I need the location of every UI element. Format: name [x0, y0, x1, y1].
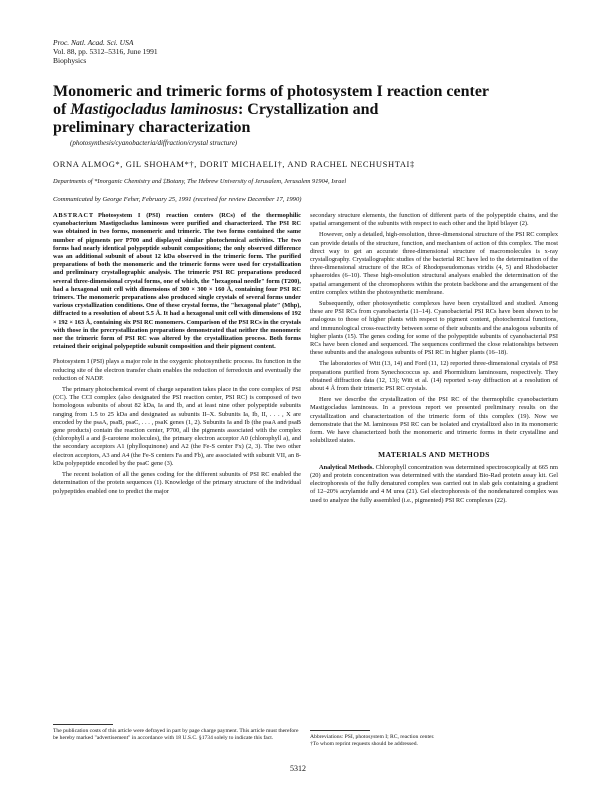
title-species: Mastigocladus laminosus [70, 101, 238, 118]
keywords: (photosynthesis/cyanobacteria/diffraction/crystal structure) [70, 139, 238, 147]
abstract [53, 212, 301, 351]
title-line-2-suffix: : Crystallization and [237, 101, 379, 118]
right-column [310, 212, 558, 508]
body-paragraph: The recent isolation of all the genes coding for the different subunits of PSI RC enabled the determination of the protein sequences (1). Knowledge of the primary structure of the individual polypeptides enabled one to predict the major [53, 471, 301, 495]
methods-subhead: Analytical Methods. [319, 463, 374, 471]
journal-volume: Vol. 88, pp. 5312–5316, June 1991 [53, 47, 158, 56]
body-paragraph: However, only a detailed, high-resolution, three-dimensional structure of the PSI RC complex can provide details of the structure, function, and mechanism of action of this complex. The most direct way to get an accurate three-dimensional structure of macromolecules is x-ray crystallography. Crystallographic studies of the bacterial RC have led to the determination of the three-dimensional structure of the RCs of Rhodopseudomonas viridis (4, 5) and Rhodobacter sphaeroides (6–10). These high-resolution structural analyses enabled the determination of the spatial arrangement of the chromophores within the protein backbone and the arrangement of the entire complex within the photosynthetic membrane. [310, 231, 558, 296]
title-line-1: Monomeric and trimeric forms of photosystem I reaction center [53, 83, 490, 100]
title-line-3: preliminary characterization [53, 119, 251, 136]
journal-section: Biophysics [53, 56, 87, 65]
body-paragraph: secondary structure elements, the function of different parts of the polypeptide chains, and the spatial arrangement of the subunits with respect to each other and the lipid bilayer (2). [310, 212, 558, 228]
body-paragraph: The primary photochemical event of charge separation takes place in the core complex of PSI (CC). The CCI complex (also designated the PSI reaction center, PSI RC) is composed of two homologous subunits of about 82 kDa, Ia and Ib, and at least nine other polypeptide subunits ranging from 1.5 to 25 kDa and designated as subunits II–X. Subunits Ia, Ib, II, . . . , X are encoded by the psaA, psaB, psaC, . . . , psaK genes (1, 2). Subunits Ia and Ib (the psaA and psaB gene products) contain the reaction center, P700, all the pigments associated with the complex (chlorophyll a and β-carotene molecules), the primary electron acceptor A0 (chlorophyll a), and the secondary acceptors A1 (phylloquinone) and A2 (the Fe-S center Fx) (2, 3). The two other electron acceptors, A3 and A4 (the Fe-S centers Fa and Fb), are associated with subunit VII, an 8-kDa polypeptide encoded by the psaC gene (3). [53, 386, 301, 467]
footnote-divider [53, 724, 113, 725]
methods-paragraph [310, 464, 558, 505]
title-line-2-prefix: of [53, 101, 71, 118]
footnote-publication-costs: The publication costs of this article were defrayed in part by page charge payment. This article must therefore be hereby marked "advertisement" in accordance with 18 U.S.C. §1734 solely to indicate this fact. [53, 728, 299, 741]
footnote-correspondence: †To whom reprint requests should be addressed. [310, 741, 418, 747]
footnote-abbreviations [310, 734, 558, 748]
abstract-label: ABSTRACT [53, 212, 94, 219]
communicated-by: Communicated by George Feher, February 25, 1991 (received for review December 17, 1990) [53, 196, 302, 203]
left-column [53, 212, 301, 499]
body-paragraph: The laboratories of Witt (13, 14) and Ford (11, 12) reported three-dimensional crystals of PSI preparations purified from Synechococcus sp. and Phormidium laminosum, respectively. They obtained diffraction data (12, 13); Witt et al. (14) reported x-ray diffraction at a resolution of about 4 Å from their trimeric PSI RC crystals. [310, 360, 558, 393]
section-heading: MATERIALS AND METHODS [378, 450, 490, 460]
journal-header [53, 38, 158, 65]
page-number: 5312 [290, 764, 306, 773]
article-title [53, 83, 553, 137]
affiliation: Departments of *Inorganic Chemistry and ‡Botany, The Hebrew University of Jerusalem, Jerusalem 91904, Israel [53, 178, 347, 185]
body-paragraph: Subsequently, other photosynthetic complexes have been crystallized and studied. Among these are PSI RCs from cyanobacteria (11–14). Cyanobacterial PSI RCs have been shown to be analogous to those of higher plants with respect to pigment content, photochemical functions, and immunological cross-reactivity between some of their subunits and the analogous subunits of higher plants (15). The genes coding for some of the polypeptide subunits of cyanobacterial PSI RCs have been cloned and sequenced. The sequences confirmed the close relationships between these subunits and the analogous subunits of PSI RC in higher plants (16–18). [310, 300, 558, 357]
methods-text: Chlorophyll concentration was determined spectroscopically at 665 nm (20) and protein concentration was determined with the standard Bio-Rad protein assay kit. Gel electrophoresis of the fully denatured complex was carried out in slab gels containing a gradient of 12–20% acrylamide and 4 M urea (21). Gel electrophoresis of the nondenatured complex was used to analyze the fully assembled (i.e., pigmented) PSI RC complexes (22). [310, 463, 558, 504]
body-paragraph: Photosystem I (PSI) plays a major role in the oxygenic photosynthetic process. Its function in the reducing site of the electron transfer chain enables the reduction of ferredoxin and eventually the reduction of NADP. [53, 358, 301, 382]
body-paragraph: Here we describe the crystallization of the PSI RC of the thermophilic cyanobacterium Mastigocladus laminosus. In a previous report we presented preliminary results on the crystallization and characterization of the trimeric form of this complex (19). Now we demonstrate that the M. laminosus PSI RC can be isolated and crystallized also in its monomeric form. We have characterized both the monomeric and trimeric forms in their crystalline and solubilized states. [310, 396, 558, 445]
footnote-abbreviations-text: Abbreviations: PSI, photosystem I; RC, reaction center. [310, 734, 435, 740]
authors: ORNA ALMOG*, GIL SHOHAM*†, DORIT MICHAELI†, AND RACHEL NECHUSHTAI‡ [53, 159, 415, 169]
journal-name: Proc. Natl. Acad. Sci. USA [53, 38, 134, 47]
footnote-divider [310, 730, 370, 731]
abstract-text: Photosystem I (PSI) reaction centers (RCs) of the thermophilic cyanobacterium Mastigocladus laminosus were purified and characterized. The PSI RC was obtained in two forms, monomeric and trimeric. The two forms contained the same number of pigments per P700 and displayed similar photochemical activities. The two forms had nearly identical polypeptide subunit compositions; the only observed difference was an additional subunit of about 12 kDa observed in the trimeric form. The purified preparations of both the monomeric and the trimeric forms were used for crystallization and preliminary crystallographic analysis. The trimeric PSI RC preparations produced several three-dimensional crystal forms, one of which, the "hexagonal needle" form (T200), had a hexagonal unit cell with dimensions of 300 × 300 × 160 Å, containing four PSI RC trimers. The monomeric preparations also produced single crystals of several forms under various crystallization conditions. One of these crystal forms, the "hexagonal plate" (Mhp), diffracted to a resolution of about 5.5 Å. It had a hexagonal unit cell with dimensions of 192 × 192 × 163 Å, containing six PSI RC monomers. Comparison of the PSI RCs in the crystals with those in the precrystallization preparations demonstrated that neither the monomeric nor the trimeric form of PSI RC was altered by the crystallization process. Both forms retained their original polypeptide subunit composition and their pigment content. [53, 212, 301, 351]
